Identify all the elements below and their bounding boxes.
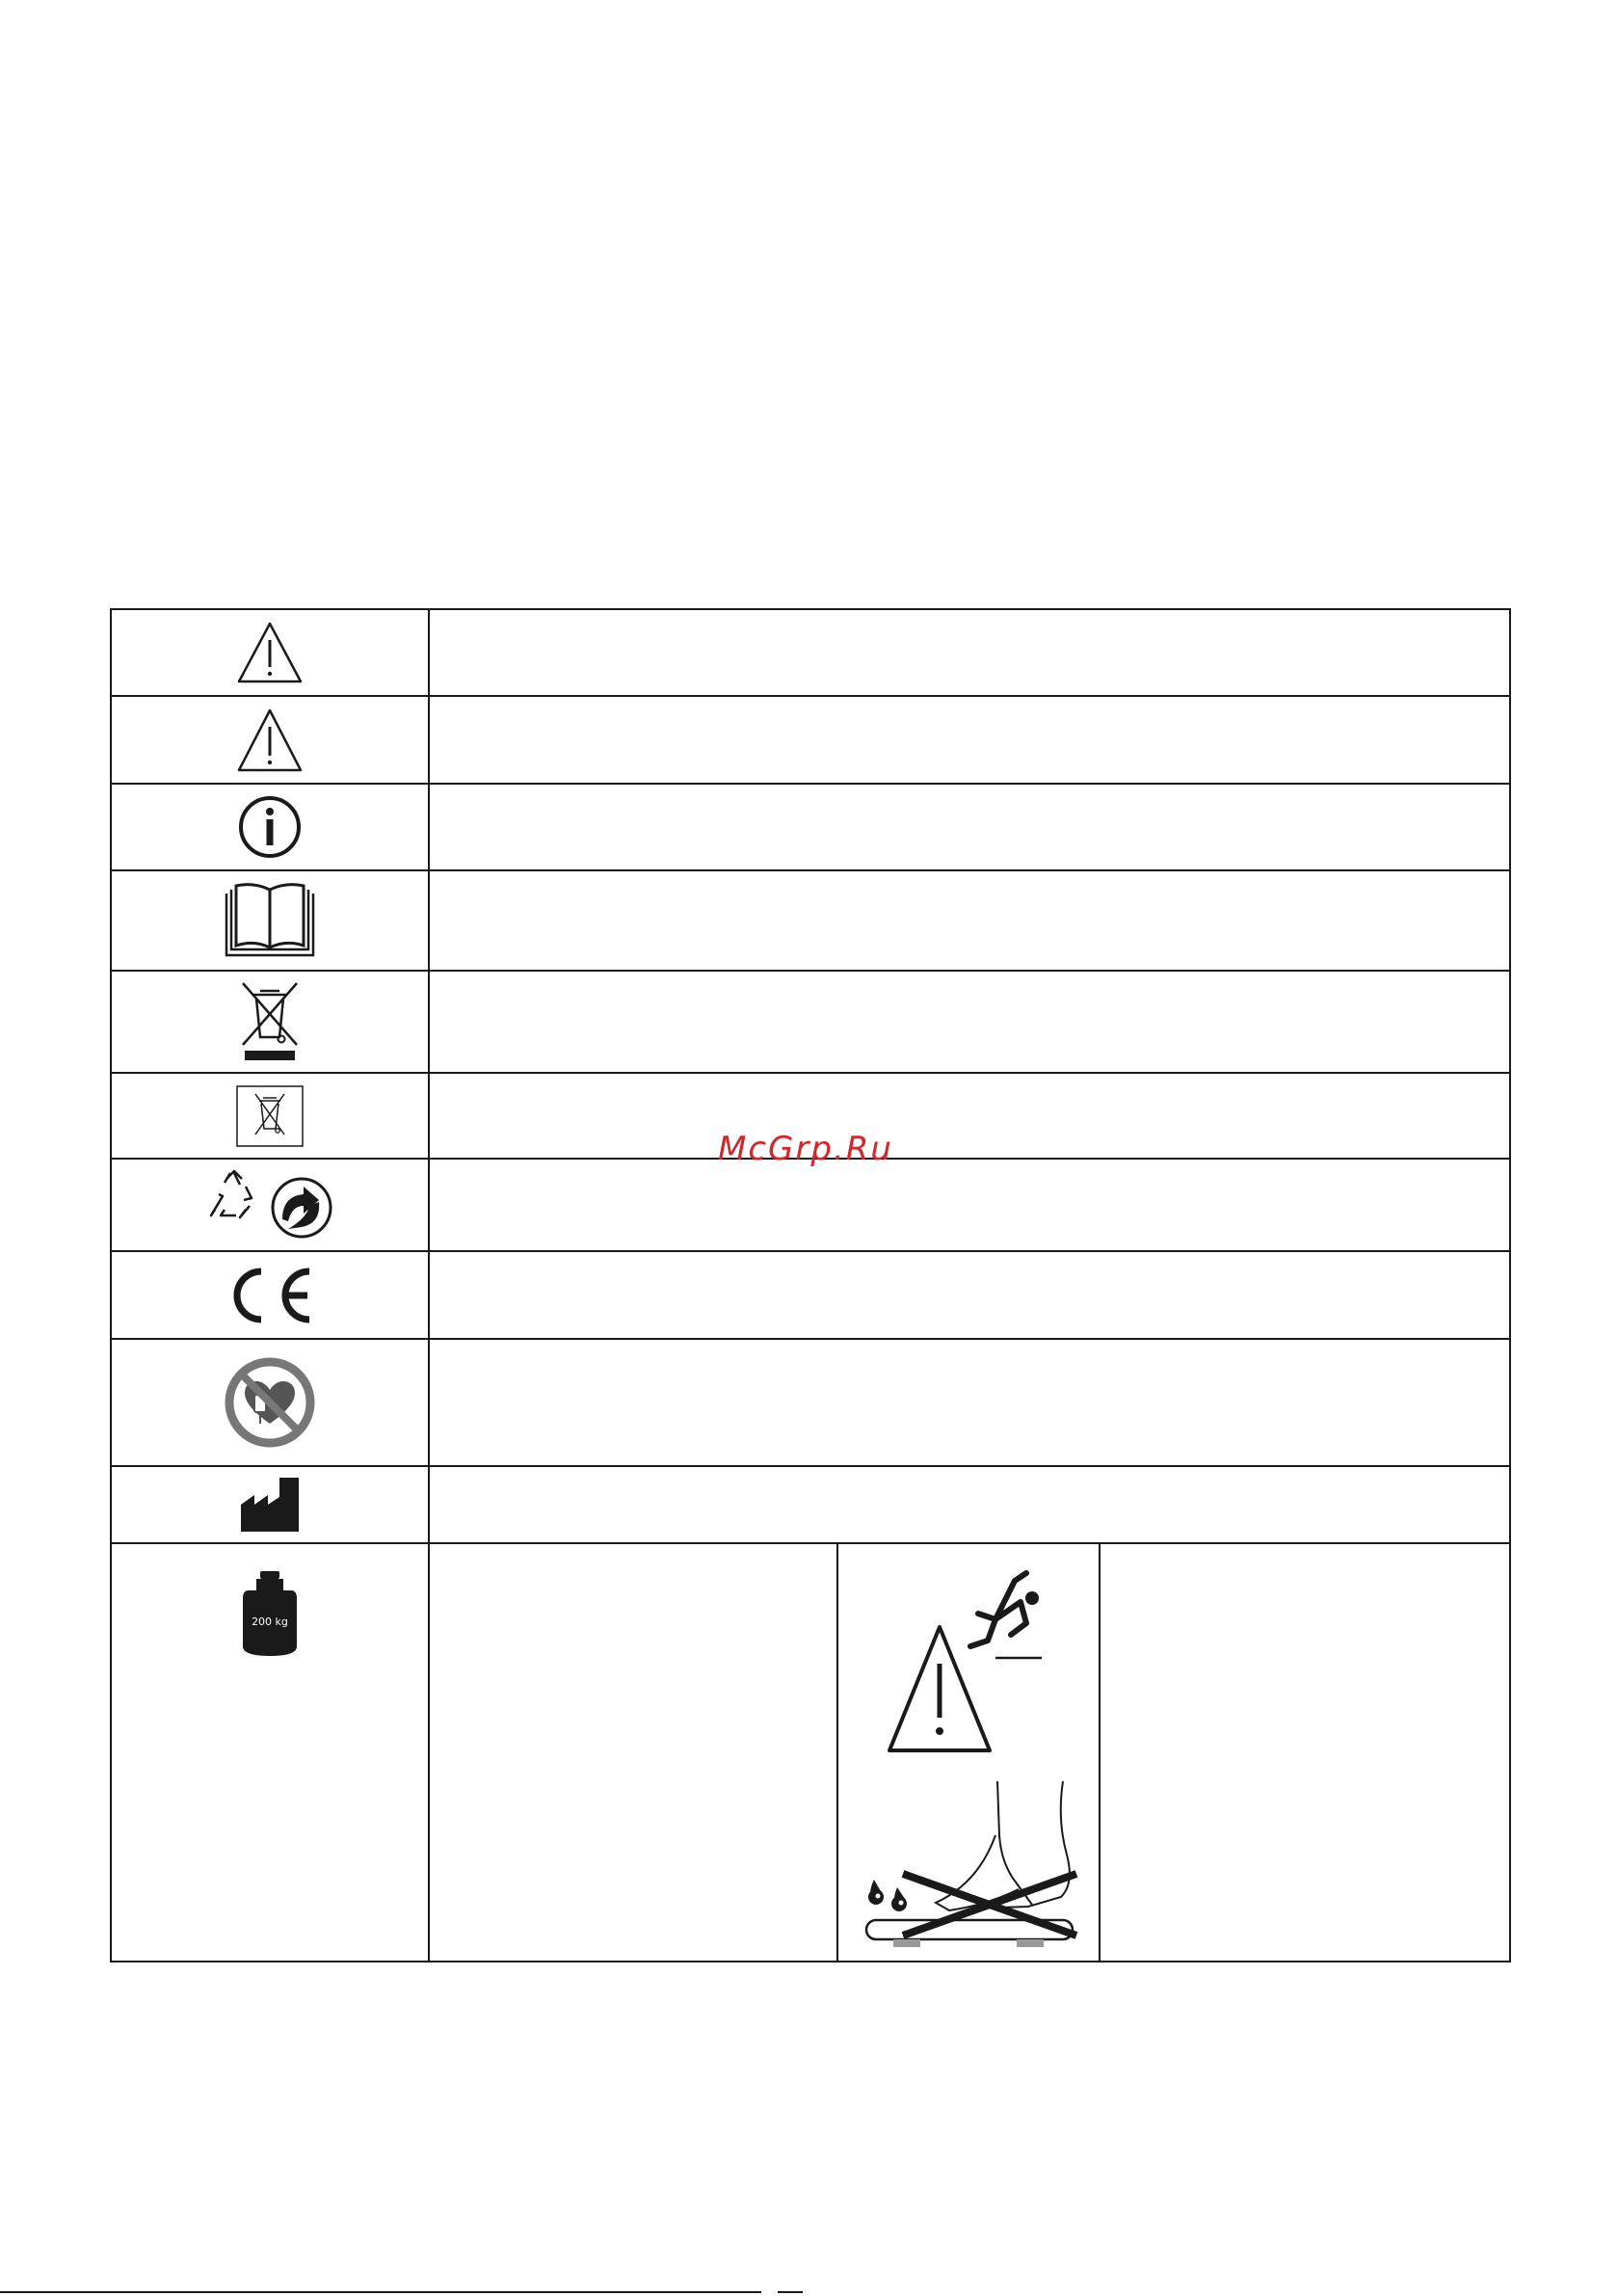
info-icon (238, 795, 302, 859)
description-cell (429, 1073, 1510, 1159)
description-cell (429, 1339, 1510, 1466)
footer-rule-short (778, 2291, 803, 2293)
symbol-cell (111, 609, 429, 696)
description-cell (429, 1543, 837, 1962)
description-cell (429, 1466, 1510, 1543)
description-cell (429, 870, 1510, 971)
symbol-cell (111, 870, 429, 971)
warning-images-cell (837, 1543, 1100, 1962)
weight-label: 200 kg (252, 1615, 288, 1628)
manufacturer-icon (239, 1476, 301, 1534)
no-pacemaker-icon (224, 1356, 316, 1449)
description-cell (429, 971, 1510, 1073)
weee-crossed-bin-framed-icon (235, 1084, 305, 1148)
table-row (111, 609, 1510, 696)
weee-crossed-bin-icon (239, 981, 301, 1062)
symbols-table (110, 608, 1511, 1962)
warning-description-cell (1100, 1543, 1510, 1962)
description-cell (429, 1159, 1510, 1251)
description-cell (429, 1251, 1510, 1339)
recycling-icon (211, 1171, 252, 1217)
warning-triangle-icon (236, 621, 304, 684)
footer-rule (0, 2291, 761, 2293)
table-row (111, 1339, 1510, 1466)
slip-fall-warning-icon (882, 1563, 1055, 1756)
read-manual-icon (223, 882, 317, 959)
table-row (111, 1466, 1510, 1543)
caution-triangle-icon (236, 707, 304, 773)
table-row (111, 696, 1510, 784)
watermark: McGrp.Ru (718, 1130, 893, 1168)
description-cell (429, 609, 1510, 696)
table-row (111, 784, 1510, 870)
table-row (111, 1543, 1510, 1962)
table-row (111, 1251, 1510, 1339)
symbol-cell (111, 1251, 429, 1339)
table-row (111, 1159, 1510, 1251)
symbol-cell (111, 784, 429, 870)
symbol-cell (111, 696, 429, 784)
wet-feet-prohibited-icon (853, 1777, 1084, 1961)
symbol-cell (111, 1339, 429, 1466)
symbol-cell (111, 1466, 429, 1543)
table-row (111, 870, 1510, 971)
table-row (111, 971, 1510, 1073)
ce-mark-icon (225, 1266, 315, 1325)
symbol-cell (111, 1159, 429, 1251)
symbol-cell (111, 971, 429, 1073)
max-weight-icon (239, 1569, 301, 1658)
description-cell (429, 784, 1510, 870)
green-dot-icon (273, 1179, 331, 1237)
symbol-cell (111, 1073, 429, 1159)
recycling-green-dot-icon (207, 1167, 332, 1242)
description-cell (429, 696, 1510, 784)
symbol-cell (111, 1543, 429, 1962)
